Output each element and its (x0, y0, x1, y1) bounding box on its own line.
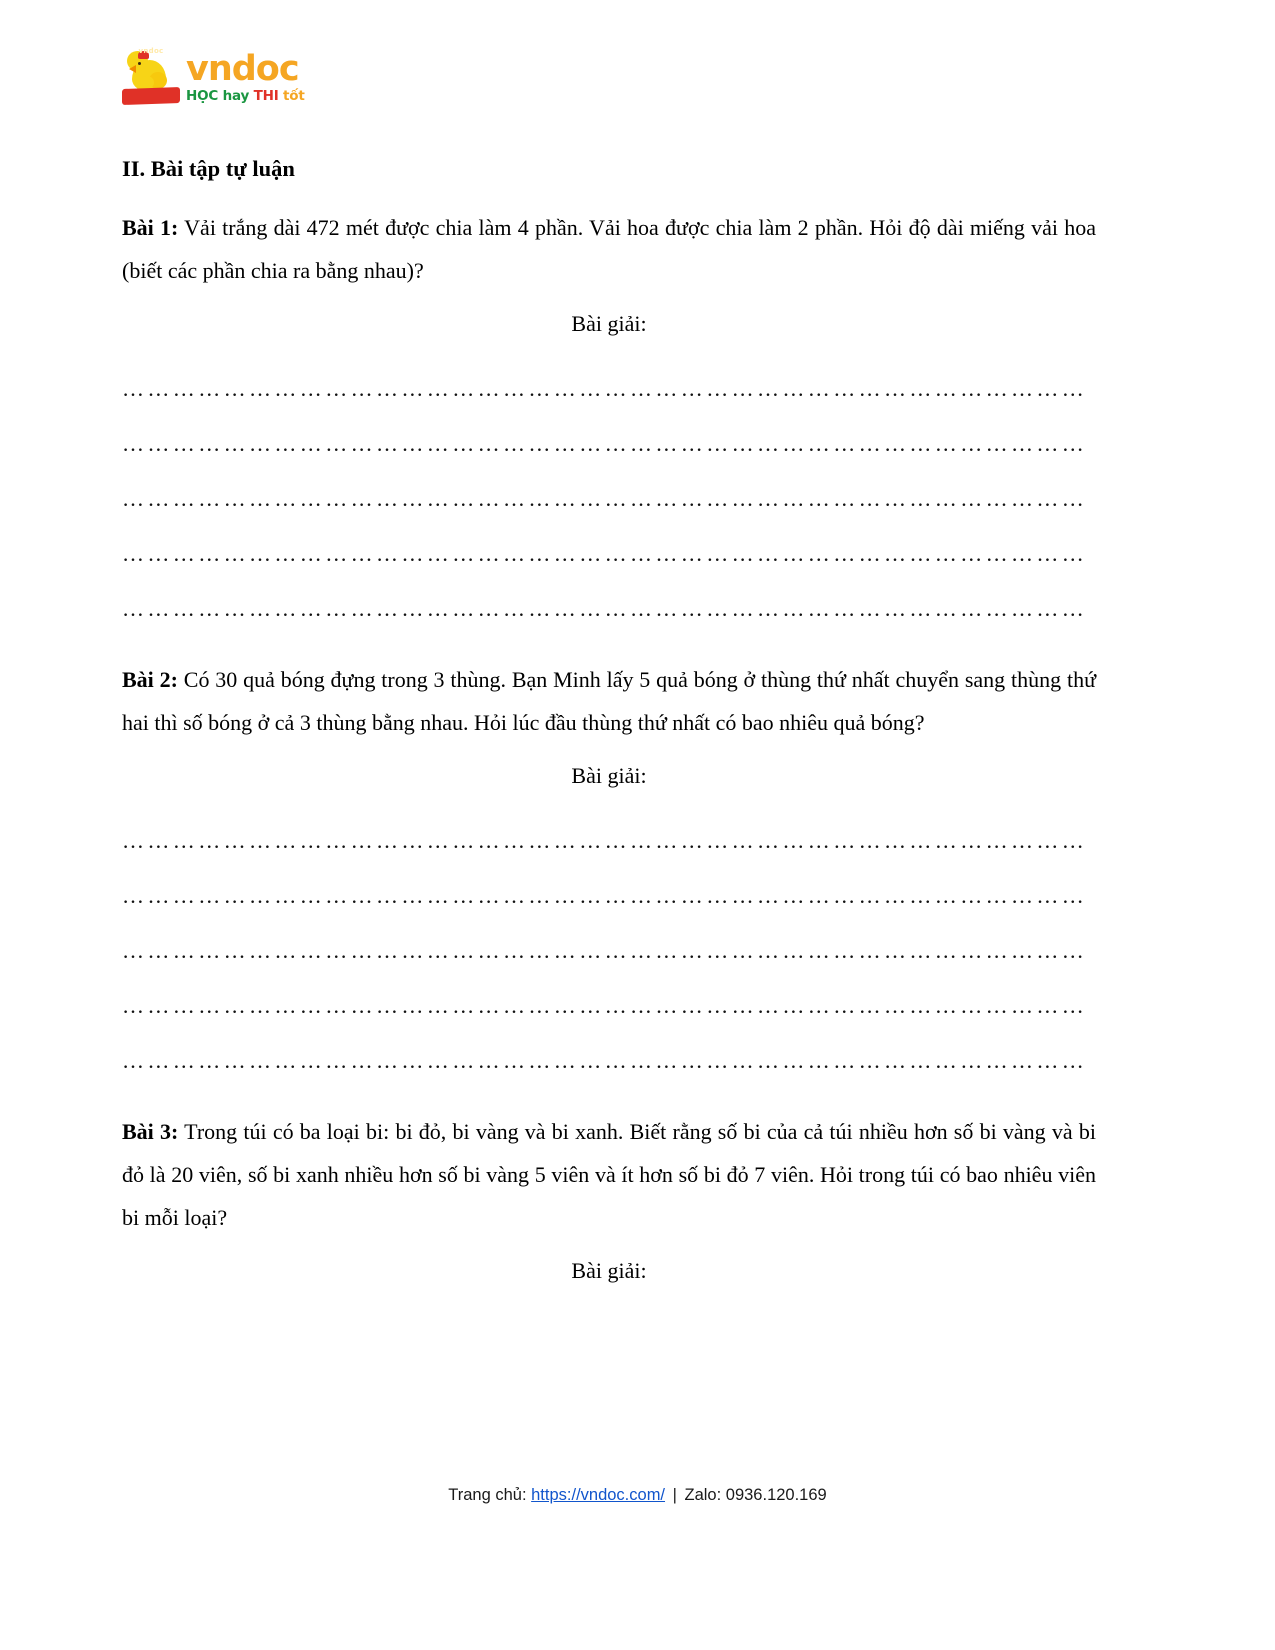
answer-line[interactable]: …………………………………………………………………………………………………… (122, 541, 1088, 566)
exercise-2-bai-giai-label: Bài giải: (571, 763, 647, 788)
answer-line[interactable]: …………………………………………………………………………………………………… (122, 376, 1088, 401)
exercise-2-label: Bài 2: (122, 667, 178, 692)
exercise-2-text (122, 658, 1096, 744)
exercise-3-bai-giai-label: Bài giải: (571, 1258, 647, 1283)
exercise-1-text (122, 206, 1096, 292)
logo-tagline (186, 88, 305, 104)
tagline-part-hay: hay (222, 88, 250, 104)
answer-line[interactable]: …………………………………………………………………………………………………… (122, 431, 1088, 456)
footer-home-link[interactable]: https://vndoc.com/ (531, 1486, 666, 1504)
answer-line[interactable]: …………………………………………………………………………………………………… (122, 486, 1088, 511)
exercise-3-text (122, 1110, 1096, 1239)
answer-line[interactable]: …………………………………………………………………………………………………… (122, 828, 1088, 853)
chicken-mascot-icon (122, 46, 180, 108)
exercise-3-label: Bài 3: (122, 1119, 179, 1144)
answer-line[interactable]: …………………………………………………………………………………………………… (122, 1048, 1088, 1073)
footer-home-label: Trang chủ: (448, 1486, 527, 1504)
exercise-2-answer-lines[interactable] (122, 813, 1096, 1088)
answer-line[interactable]: …………………………………………………………………………………………………… (122, 993, 1088, 1018)
footer-zalo: Zalo: 0936.120.169 (684, 1486, 827, 1504)
footer-separator: | (672, 1486, 677, 1504)
answer-line[interactable]: …………………………………………………………………………………………………… (122, 883, 1088, 908)
logo-wordmark: vndoc (186, 49, 299, 89)
tagline-part-thi: THI (253, 88, 279, 104)
answer-line[interactable]: …………………………………………………………………………………………………… (122, 596, 1088, 621)
tagline-part-tot: tốt (283, 88, 305, 104)
tagline-part-hoc: HỌC (186, 88, 219, 104)
exercise-2-body: Có 30 quả bóng đựng trong 3 thùng. Bạn Minh lấy 5 quả bóng ở thùng thứ nhất chuyển sang thùng thứ hai thì số bóng ở cả 3 thùng bằng nhau. Hỏi lúc đầu thùng thứ nhất có bao nhiêu quả bóng? (122, 667, 1096, 735)
exercise-1-bai-giai-label: Bài giải: (571, 311, 647, 336)
answer-line[interactable]: …………………………………………………………………………………………………… (122, 938, 1088, 963)
exercise-3-body: Trong túi có ba loại bi: bi đỏ, bi vàng và bi xanh. Biết rằng số bi của cả túi nhiều hơn số bi vàng và bi đỏ là 20 viên, số bi xanh nhiều hơn số bi vàng 5 viên và ít hơn số bi đỏ 7 viên. Hỏi trong túi có bao nhiêu viên bi mỗi loại? (122, 1119, 1096, 1230)
logo-banner-text: vndoc (138, 47, 164, 55)
exercise-1-answer-lines[interactable] (122, 361, 1096, 636)
exercise-1-label: Bài 1: (122, 215, 179, 240)
page-footer (0, 1486, 1275, 1505)
vndoc-logo[interactable] (122, 46, 422, 112)
document-body (122, 150, 1096, 1292)
exercise-1-body: Vải trắng dài 472 mét được chia làm 4 phần. Vải hoa được chia làm 2 phần. Hỏi độ dài miếng vải hoa (biết các phần chia ra bằng nhau)? (122, 215, 1096, 283)
section-heading: II. Bài tập tự luận (122, 156, 295, 181)
